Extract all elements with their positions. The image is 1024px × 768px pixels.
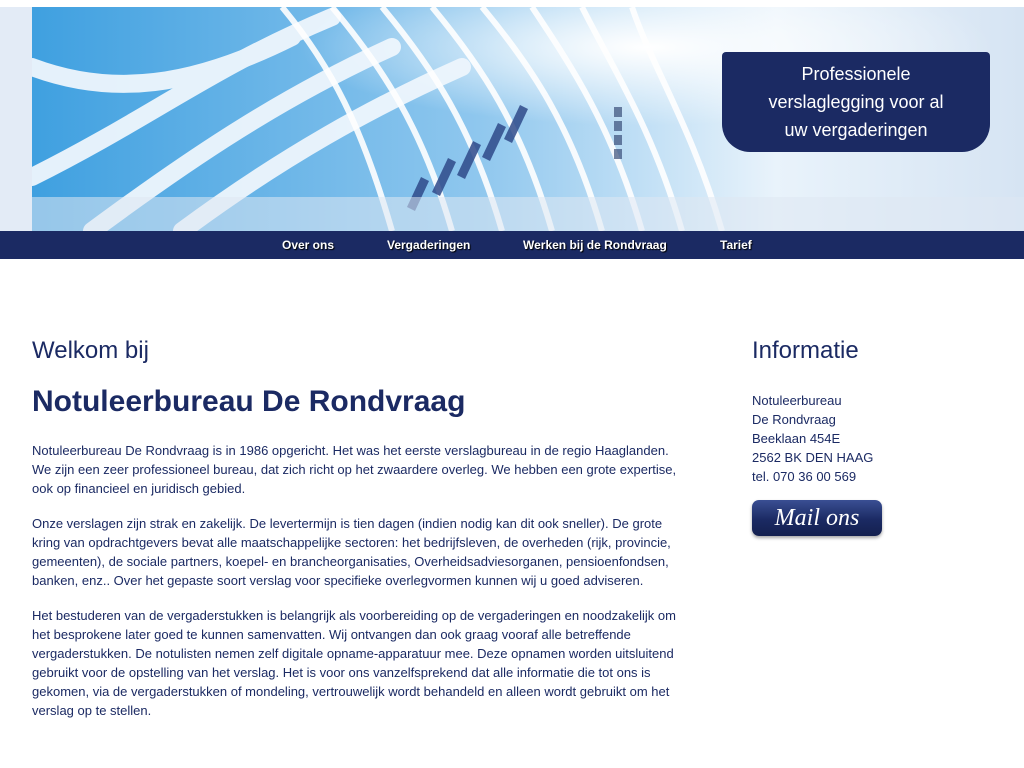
- nav-item-over-ons[interactable]: Over ons: [282, 238, 335, 252]
- address-block: [752, 391, 992, 486]
- header: [0, 7, 1024, 231]
- phone-line: tel. 070 36 00 569: [752, 469, 857, 484]
- address-line: Beeklaan 454E: [752, 431, 841, 446]
- address-line: 2562 BK DEN HAAG: [752, 450, 874, 465]
- welcome-heading: Welkom bij: [32, 337, 149, 364]
- nav-item-tarief[interactable]: Tarief: [720, 238, 752, 252]
- main-area: [0, 259, 1024, 768]
- mail-button[interactable]: Mail ons: [752, 500, 882, 536]
- nav-item-werken-bij[interactable]: Werken bij de Rondvraag: [523, 238, 667, 252]
- main-nav: [0, 231, 1024, 259]
- nav-item-vergaderingen[interactable]: Vergaderingen: [387, 238, 471, 252]
- top-strip: [0, 0, 1024, 7]
- company-heading: Notuleerbureau De Rondvraag: [32, 385, 466, 418]
- reports-paragraph: Onze verslagen zijn strak en zakelijk. De levertermijn is tien dagen (indien nodig kan dit ook sneller). De grote kring van opdrachtgevers bevat alle maatschappelijke sectoren: het bedrijfsleven, de overheden (rijk, provincie, gemeenten), de sociale partners, koepel- en brancheorganisaties, Overheidsadviesorganen, pensioenfondsen, banken, enz.. Over het gepaste soort verslag voor specifieke overlegvormen kunnen wij u goed adviseren.: [32, 516, 671, 588]
- address-line: Notuleerbureau: [752, 393, 842, 408]
- intro-paragraph: Notuleerbureau De Rondvraag is in 1986 opgericht. Het was het eerste verslagbureau in de regio Haaglanden. We zijn een zeer professioneel bureau, dat zich richt op het zwaardere overleg. We hebben een grote expertise, ook op financieel en juridisch gebied.: [32, 443, 677, 496]
- tagline-box: [722, 52, 990, 152]
- tagline-text: Professionele verslaglegging voor al uw vergaderingen: [768, 64, 944, 140]
- documents-paragraph: Het bestuderen van de vergaderstukken is belangrijk als voorbereiding op de vergaderingen en noodzakelijk om het besprokene later goed te kunnen samenvatten. Wij ontvangen dan ook graag vooraf alle betreffende vergaderstukken. De notulisten nemen zelf digitale opname-apparatuur mee. Deze opnamen worden uitsluitend gebruikt voor de opstelling van het verslag. Het is voor ons vanzelfsprekend dat alle informatie die tot ons is gekomen, via de vergaderstukken of mondeling, vertrouwelijk wordt behandeld en alleen wordt gebruikt om het verslag op te stellen.: [32, 608, 676, 718]
- content-column: [32, 337, 682, 720]
- info-sidebar: [752, 337, 992, 536]
- info-title: Informatie: [752, 337, 859, 364]
- address-line: De Rondvraag: [752, 412, 836, 427]
- header-banner-image: [32, 7, 1024, 231]
